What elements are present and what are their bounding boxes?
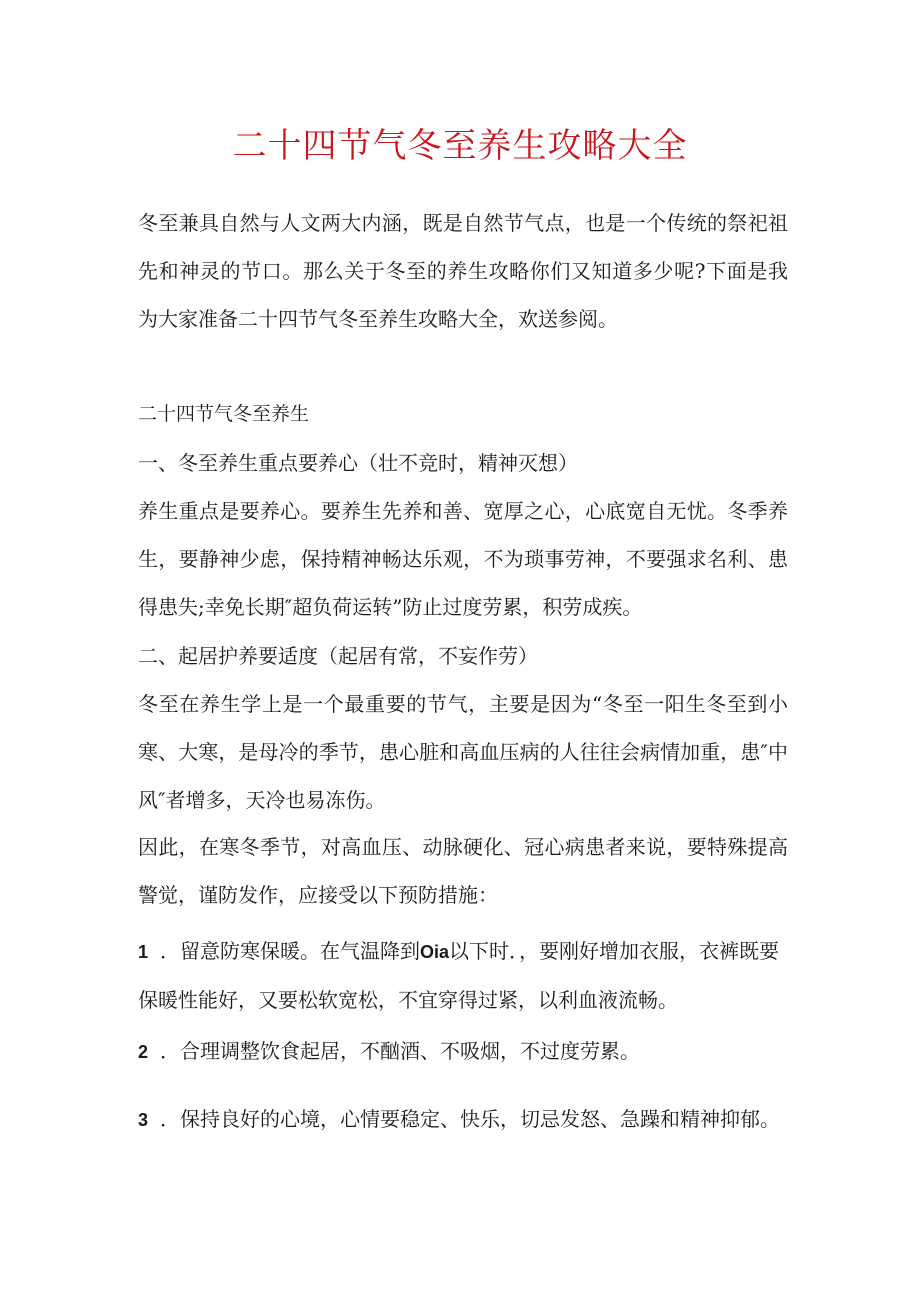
- list-item-text: ．合理调整饮食起居，不酗酒、不吸烟，不过度劳累。: [160, 1039, 640, 1063]
- page-title: 二十四节气冬至养生攻略大全: [232, 126, 688, 166]
- paragraph-2: 冬至在养生学上是一个最重要的节气，主要是因为“冬至一阳生冬至到小寒、大寒，是母冷的季节，患心脏和高血压病的人往往会病情加重，患″中风″者增多，天冷也易冻伤。: [138, 692, 788, 812]
- section-title: 二十四节气冬至养生: [138, 403, 310, 425]
- heading-1: 一、冬至养生重点要养心（壮不竞时，精神灭想）: [138, 451, 578, 475]
- list-item-3: [138, 1095, 788, 1144]
- list-item-number: 2: [138, 1042, 149, 1062]
- list-item-text-post: 以下时．，要刚好增加衣服，衣裤既要保暖性能好，又要松软宽松，不宜穿得过紧，以利血液流畅。: [138, 939, 780, 1012]
- paragraph-3: 因此，在寒冬季节，对高血压、动脉硬化、冠心病患者来说，要特殊提高警觉，谨防发作，应接受以下预防措施：: [138, 835, 788, 907]
- paragraph-1: 养生重点是要养心。要养生先养和善、宽厚之心，心底宽自无忧。冬季养生，要静神少虑，保持精神畅达乐观，不为琐事劳神，不要强求名利、患得患失;幸免长期″超负荷运转”防止过度劳累，积劳成疾。: [138, 499, 788, 619]
- list-item-text: ．保持良好的心境，心情要稳定、快乐，切忌发怒、急躁和精神抑郁。: [160, 1107, 780, 1131]
- list-item-number: 1: [138, 942, 149, 962]
- list-item-1: [138, 927, 788, 1024]
- list-item-2: [138, 1027, 788, 1076]
- heading-2: 二、起居护养要适度（起居有常，不妄作劳）: [138, 644, 538, 668]
- list-item-number: 3: [138, 1110, 149, 1130]
- list-item-text-pre: ．留意防寒保暖。在气温降到: [160, 939, 420, 963]
- intro-paragraph: 冬至兼具自然与人文两大内涵，既是自然节气点，也是一个传统的祭祀祖先和神灵的节口。那么关于冬至的养生攻略你们又知道多少呢?下面是我为大家准备二十四节气冬至养生攻略大全，欢送参阅。: [138, 211, 788, 331]
- list-item-temp-value: Oia: [420, 942, 450, 962]
